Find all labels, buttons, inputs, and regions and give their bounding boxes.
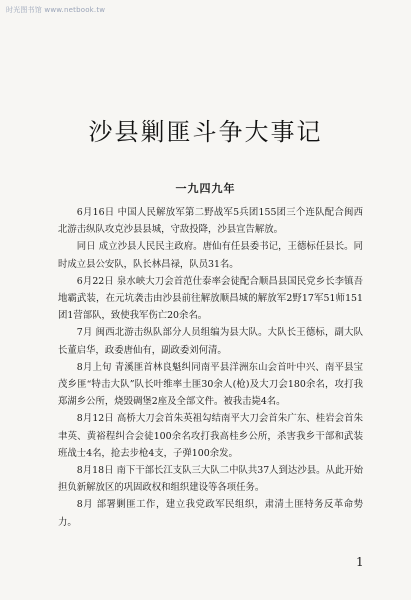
- watermark-text: 时光图书馆 www.netbook.tw: [6, 6, 106, 14]
- paragraph: 8月12日 高桥大刀会首朱英祖勾结南平大刀会首朱广东、桂岩会首朱聿英、黄裕程纠合会徒100余名攻打我高桂乡公所，杀害我乡干部和武装班战士4名，抢去步枪4支，子弹100余发。: [58, 413, 363, 459]
- paragraph: 6月16日 中国人民解放军第二野战军5兵团155团三个连队配合闽西北游击纵队攻克沙县县城，守敌投降，沙县宣告解放。: [58, 207, 363, 236]
- page-title: 沙县剿匪斗争大事记: [88, 118, 323, 146]
- year-heading: 一九四九年: [175, 182, 236, 195]
- paragraph: 8月 部署剿匪工作，建立我党政军民组织，肃清土匪特务反革命势力。: [58, 499, 363, 528]
- paragraph: 6月22日 泉水峡大刀会首范仕泰率会徒配合顺昌县国民党乡长李镇吾地霸武装，在元坑袭击由沙县前往解放顺昌城的解放军2野17军51师151团1营部队，致使我军伤亡20余名。: [58, 275, 363, 322]
- paragraph: 同日 成立沙县人民民主政府。唐仙有任县委书记，王德标任县长。同时成立县公安队，队长林昌禄，队员31名。: [58, 241, 363, 270]
- page-number: 1: [356, 555, 364, 569]
- paragraph: 8月上旬 青溪匪首林良魁纠同南平县洋洲东山会首叶中兴、南平县宝茂乡匪“特击大队”队长叶维率土匪30余人(枪)及大刀会180余名，攻打我郑湖乡公所，烧毁碉堡2座及全部文件。被我击毙4名。: [58, 361, 363, 408]
- paragraph: 7月 闽西北游击纵队部分人员组编为县大队。大队长王德标，副大队长董启华，政委唐仙有，副政委刘何清。: [58, 327, 363, 356]
- document-body: [58, 204, 363, 531]
- paragraph: 8月18日 南下干部长江支队三大队二中队共37人到达沙县。从此开始担负新解放区的巩固政权和组织建设等各项任务。: [58, 465, 363, 494]
